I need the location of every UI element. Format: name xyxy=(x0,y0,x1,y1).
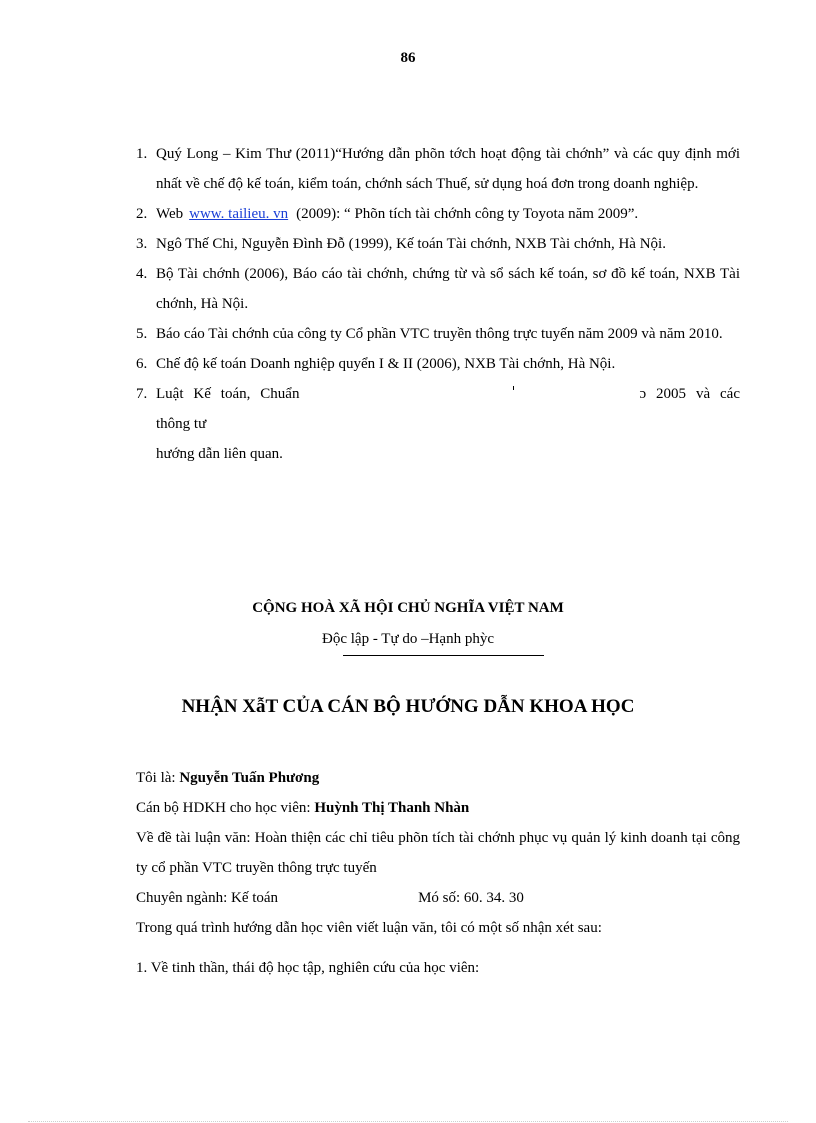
intro-line xyxy=(136,763,740,793)
reference-number: 5. xyxy=(136,326,148,342)
topic-line: Về đề tài luận văn: Hoàn thiện các chỉ tiêu phõn tích tài chớnh phục vụ quản lý kinh doanh tại công ty cổ phần VTC truyền thông trực tuyến xyxy=(136,830,740,876)
reference-item xyxy=(136,259,740,319)
advisor-line xyxy=(136,793,740,823)
reference-number: 4. xyxy=(136,266,148,282)
reference-number: 3. xyxy=(136,236,148,252)
reference-text: Báo cáo Tài chớnh của công ty Cổ phần VTC truyền thông trực tuyến năm 2009 và năm 2010. xyxy=(156,326,723,342)
reference-text: Bộ Tài chớnh (2006), Báo cáo tài chớnh, chứng từ và sổ sách kế toán, sơ đồ kế toán, NXB Tài chớnh, Hà Nội. xyxy=(156,266,740,312)
reference-text: Luật Kế toán, Chuẩn xyxy=(156,386,300,402)
remark-intro: Trong quá trình hướng dẫn học viên viết luận văn, tôi có một số nhận xét sau: xyxy=(136,920,602,936)
reference-text: Web xyxy=(156,206,184,222)
page-number: 86 xyxy=(400,50,416,66)
intro-label: Tôi là: xyxy=(136,770,176,786)
reference-item xyxy=(136,229,740,259)
major-line xyxy=(136,883,740,913)
reference-text: hướng dẫn liên quan. xyxy=(156,446,283,462)
reference-item xyxy=(136,349,740,379)
reference-text: Quý Long – Kim Thư (2011)“Hướng dẫn phõn tớch hoạt động tài chớnh” và các quy định mới nhất về chế độ kế toán, kiểm toán, chớnh sách Thuế, sử dụng hoá đơn trong doanh nghiệp. xyxy=(156,146,740,192)
reference-text: (2009): “ Phõn tích tài chớnh công ty Toyota năm 2009”. xyxy=(296,206,639,222)
reviewer-name: Nguyễn Tuấn Phương xyxy=(179,770,320,786)
reference-number: 7. xyxy=(136,386,148,402)
reference-text: Chế độ kế toán Doanh nghiệp quyển I & II (2006), NXB Tài chớnh, Hà Nội. xyxy=(156,356,616,372)
reference-text: ɔ 2005 và các thông tư xyxy=(156,386,740,432)
major-code: Mó số: 60. 34. 30 xyxy=(418,890,524,906)
reference-list xyxy=(136,139,740,469)
reference-link[interactable]: www. tailieu. vn xyxy=(189,206,289,222)
point-1: 1. Về tinh thần, thái độ học tập, nghiên cứu của học viên: xyxy=(136,960,480,976)
page-bottom-border xyxy=(28,1121,788,1122)
nation-title: CỘNG HOÀ XÃ HỘI CHỦ NGHĨA VIỆT NAM xyxy=(252,600,564,616)
reference-number: 2. xyxy=(136,206,148,222)
spacer xyxy=(136,943,740,953)
reference-text: Ngô Thế Chi, Nguyễn Đình Đỗ (1999), Kế toán Tài chớnh, NXB Tài chớnh, Hà Nội. xyxy=(156,236,666,252)
reference-item xyxy=(136,379,740,469)
motto: Độc lập - Tự do –Hạnh phỳc xyxy=(322,631,494,647)
reference-number: 6. xyxy=(136,356,148,372)
reference-item xyxy=(136,139,740,199)
reference-number: 1. xyxy=(136,146,148,162)
motto-underline xyxy=(343,655,544,656)
reference-item xyxy=(136,319,740,349)
major-label: Chuyên ngành: Kế toán xyxy=(136,890,279,906)
section-heading: NHẬN XẫT CỦA CÁN BỘ HƯỚNG DẪN KHOA HỌC xyxy=(181,696,635,717)
review-body xyxy=(136,763,740,983)
reference-item xyxy=(136,199,740,229)
advisor-label: Cán bộ HDKH cho học viên: xyxy=(136,800,311,816)
student-name: Huỳnh Thị Thanh Nhàn xyxy=(314,800,470,816)
